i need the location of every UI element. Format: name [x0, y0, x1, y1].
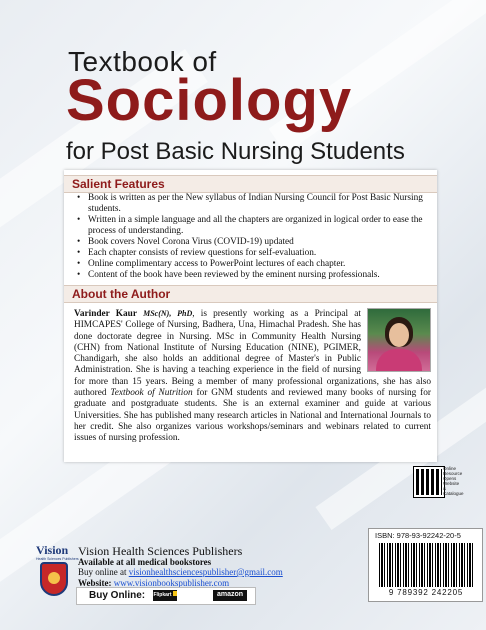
title-line-1: Textbook of — [68, 46, 217, 77]
feature-item: • Each chapter consists of review questions for self-evaluation. — [88, 248, 434, 259]
buy-online-bar — [76, 587, 256, 605]
author-bio: Varinder Kaur MSc(N), PhD, is presently working as a Principal at HIMCAPES' College of Nursing, Badhera, Una, Himachal Pradesh. She has done doctorate degree in Nursing. MSc in Community Health Nursing (CHN) from National Institute of Nursing Education (NINE), PGIMER, Chandigarh, she also holds an additional degree of Master's in Public Administration. She is having a teaching experience in the field of nursing for more than 15 years. Being a member of many professional organizations, she has also authored Textbook of Nutrition for GNM students and reviewed many books of nursing for graduate and postgraduate students. She is an external examiner and guide at various Universities. She has published many research articles in National and International Journals to her credit. She also organizes various workshops/seminars and webinars related to current issues of nursing profession. — [74, 309, 432, 444]
salient-features-heading: Salient Features — [64, 175, 437, 193]
flipkart-logo[interactable] — [153, 590, 177, 601]
publisher-name: Vision Health Sciences Publishers — [78, 544, 243, 558]
feature-item: • Book is written as per the New syllabus of Indian Nursing Council for Post Basic Nursing students. — [88, 193, 434, 215]
feature-item: • Book covers Novel Corona Virus (COVID-19) updated — [88, 237, 434, 248]
buy-online-prefix: Buy online at — [78, 567, 127, 577]
isbn-label: ISBN: 978-93-92242-20-5 — [375, 531, 461, 540]
flipkart-label: Flipkart — [153, 592, 172, 598]
feature-item: • Content of the book have been reviewed by the eminent nursing professionals. — [88, 270, 434, 281]
feature-item: • Written in a simple language and all the chapters are organized in logical order to ease the process of understanding. — [88, 215, 434, 237]
title-main: Sociology — [66, 68, 353, 133]
about-author-heading: About the Author — [64, 285, 437, 303]
author-degrees: MSc(N), PhD — [143, 309, 193, 318]
publisher-logo-sub: Health Sciences Publishers — [36, 557, 79, 561]
author-bio-part2: for GNM students and reviewed many books of nursing for graduate and postgraduate students. She is an external examiner and guide at various Universities. She has published many research articles in National and International Journals to her credit. She also organizes various workshops/seminars and webinars related to current issues of nursing profession. — [74, 388, 432, 444]
author-name: Varinder Kaur — [74, 309, 137, 319]
author-photo — [367, 308, 431, 372]
title-subtitle: for Post Basic Nursing Students — [66, 138, 405, 165]
buy-online-label: Buy Online: — [89, 590, 146, 601]
qr-label: Online Resource Opens Website & Catalogue — [443, 466, 464, 496]
salient-features-list — [66, 193, 434, 281]
publisher-logo-icon — [40, 562, 68, 596]
barcode-bars — [379, 543, 473, 587]
author-book-title: Textbook of Nutrition — [110, 388, 193, 399]
isbn-barcode — [368, 528, 483, 602]
author-bio-part1: is presently working as a Principal at HIMCAPES' College of Nursing, Badhera, Una, Himachal Pradesh. She has done doctorate degree in Nursing. MSc in Community Health Nursing (CHN) from National Institute of Nursing Education (NINE), PGIMER, Chandigarh, she also holds an additional degree of Master's in Public Administration. She is having a teaching experience in the field of nursing for more than 15 years. Being a member of many professional organizations, she has also authored — [74, 309, 431, 399]
amazon-logo[interactable]: amazon — [213, 590, 247, 601]
website-label: Website: — [78, 577, 112, 588]
publisher-logo-word: Vision — [36, 543, 69, 557]
publisher-email-link[interactable]: visionhealthsciencespublisher@gmail.com — [128, 567, 283, 577]
publisher-website-link[interactable]: www.visionbookspublisher.com — [113, 577, 230, 588]
feature-item: • Online complimentary access to PowerPoint lectures of each chapter. — [88, 259, 434, 270]
publisher-info — [78, 546, 283, 588]
qr-code[interactable] — [414, 467, 444, 497]
availability-text: Available at all medical bookstores — [78, 556, 212, 567]
barcode-digits: 9 789392 242205 — [388, 588, 464, 597]
